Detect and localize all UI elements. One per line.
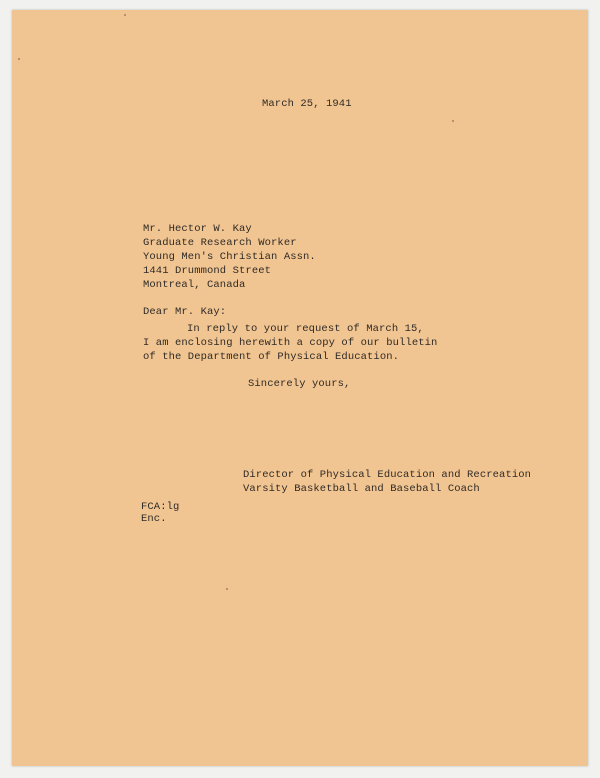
recipient-line: Mr. Hector W. Kay (143, 223, 252, 235)
body-line: of the Department of Physical Education. (143, 351, 400, 363)
recipient-line: Montreal, Canada (143, 279, 246, 291)
body-line: In reply to your request of March 15, (187, 323, 424, 335)
body-line: I am enclosing herewith a copy of our bulletin (143, 337, 438, 349)
closing: Sincerely yours, (248, 378, 351, 390)
letter-date: March 25, 1941 (262, 98, 352, 110)
signature-title: Director of Physical Education and Recreation (243, 469, 532, 481)
salutation: Dear Mr. Kay: (143, 306, 227, 318)
enclosure-notation: Enc. (141, 513, 167, 525)
paper-speck (124, 14, 126, 16)
recipient-line: 1441 Drummond Street (143, 265, 272, 277)
recipient-line: Graduate Research Worker (143, 237, 297, 249)
paper-speck (226, 588, 228, 590)
recipient-line: Young Men's Christian Assn. (143, 251, 316, 263)
paper-speck (452, 120, 454, 122)
reference-initials: FCA:lg (141, 501, 180, 513)
signature-title: Varsity Basketball and Baseball Coach (243, 483, 480, 495)
paper-speck (18, 58, 20, 60)
letter-page (12, 10, 588, 766)
